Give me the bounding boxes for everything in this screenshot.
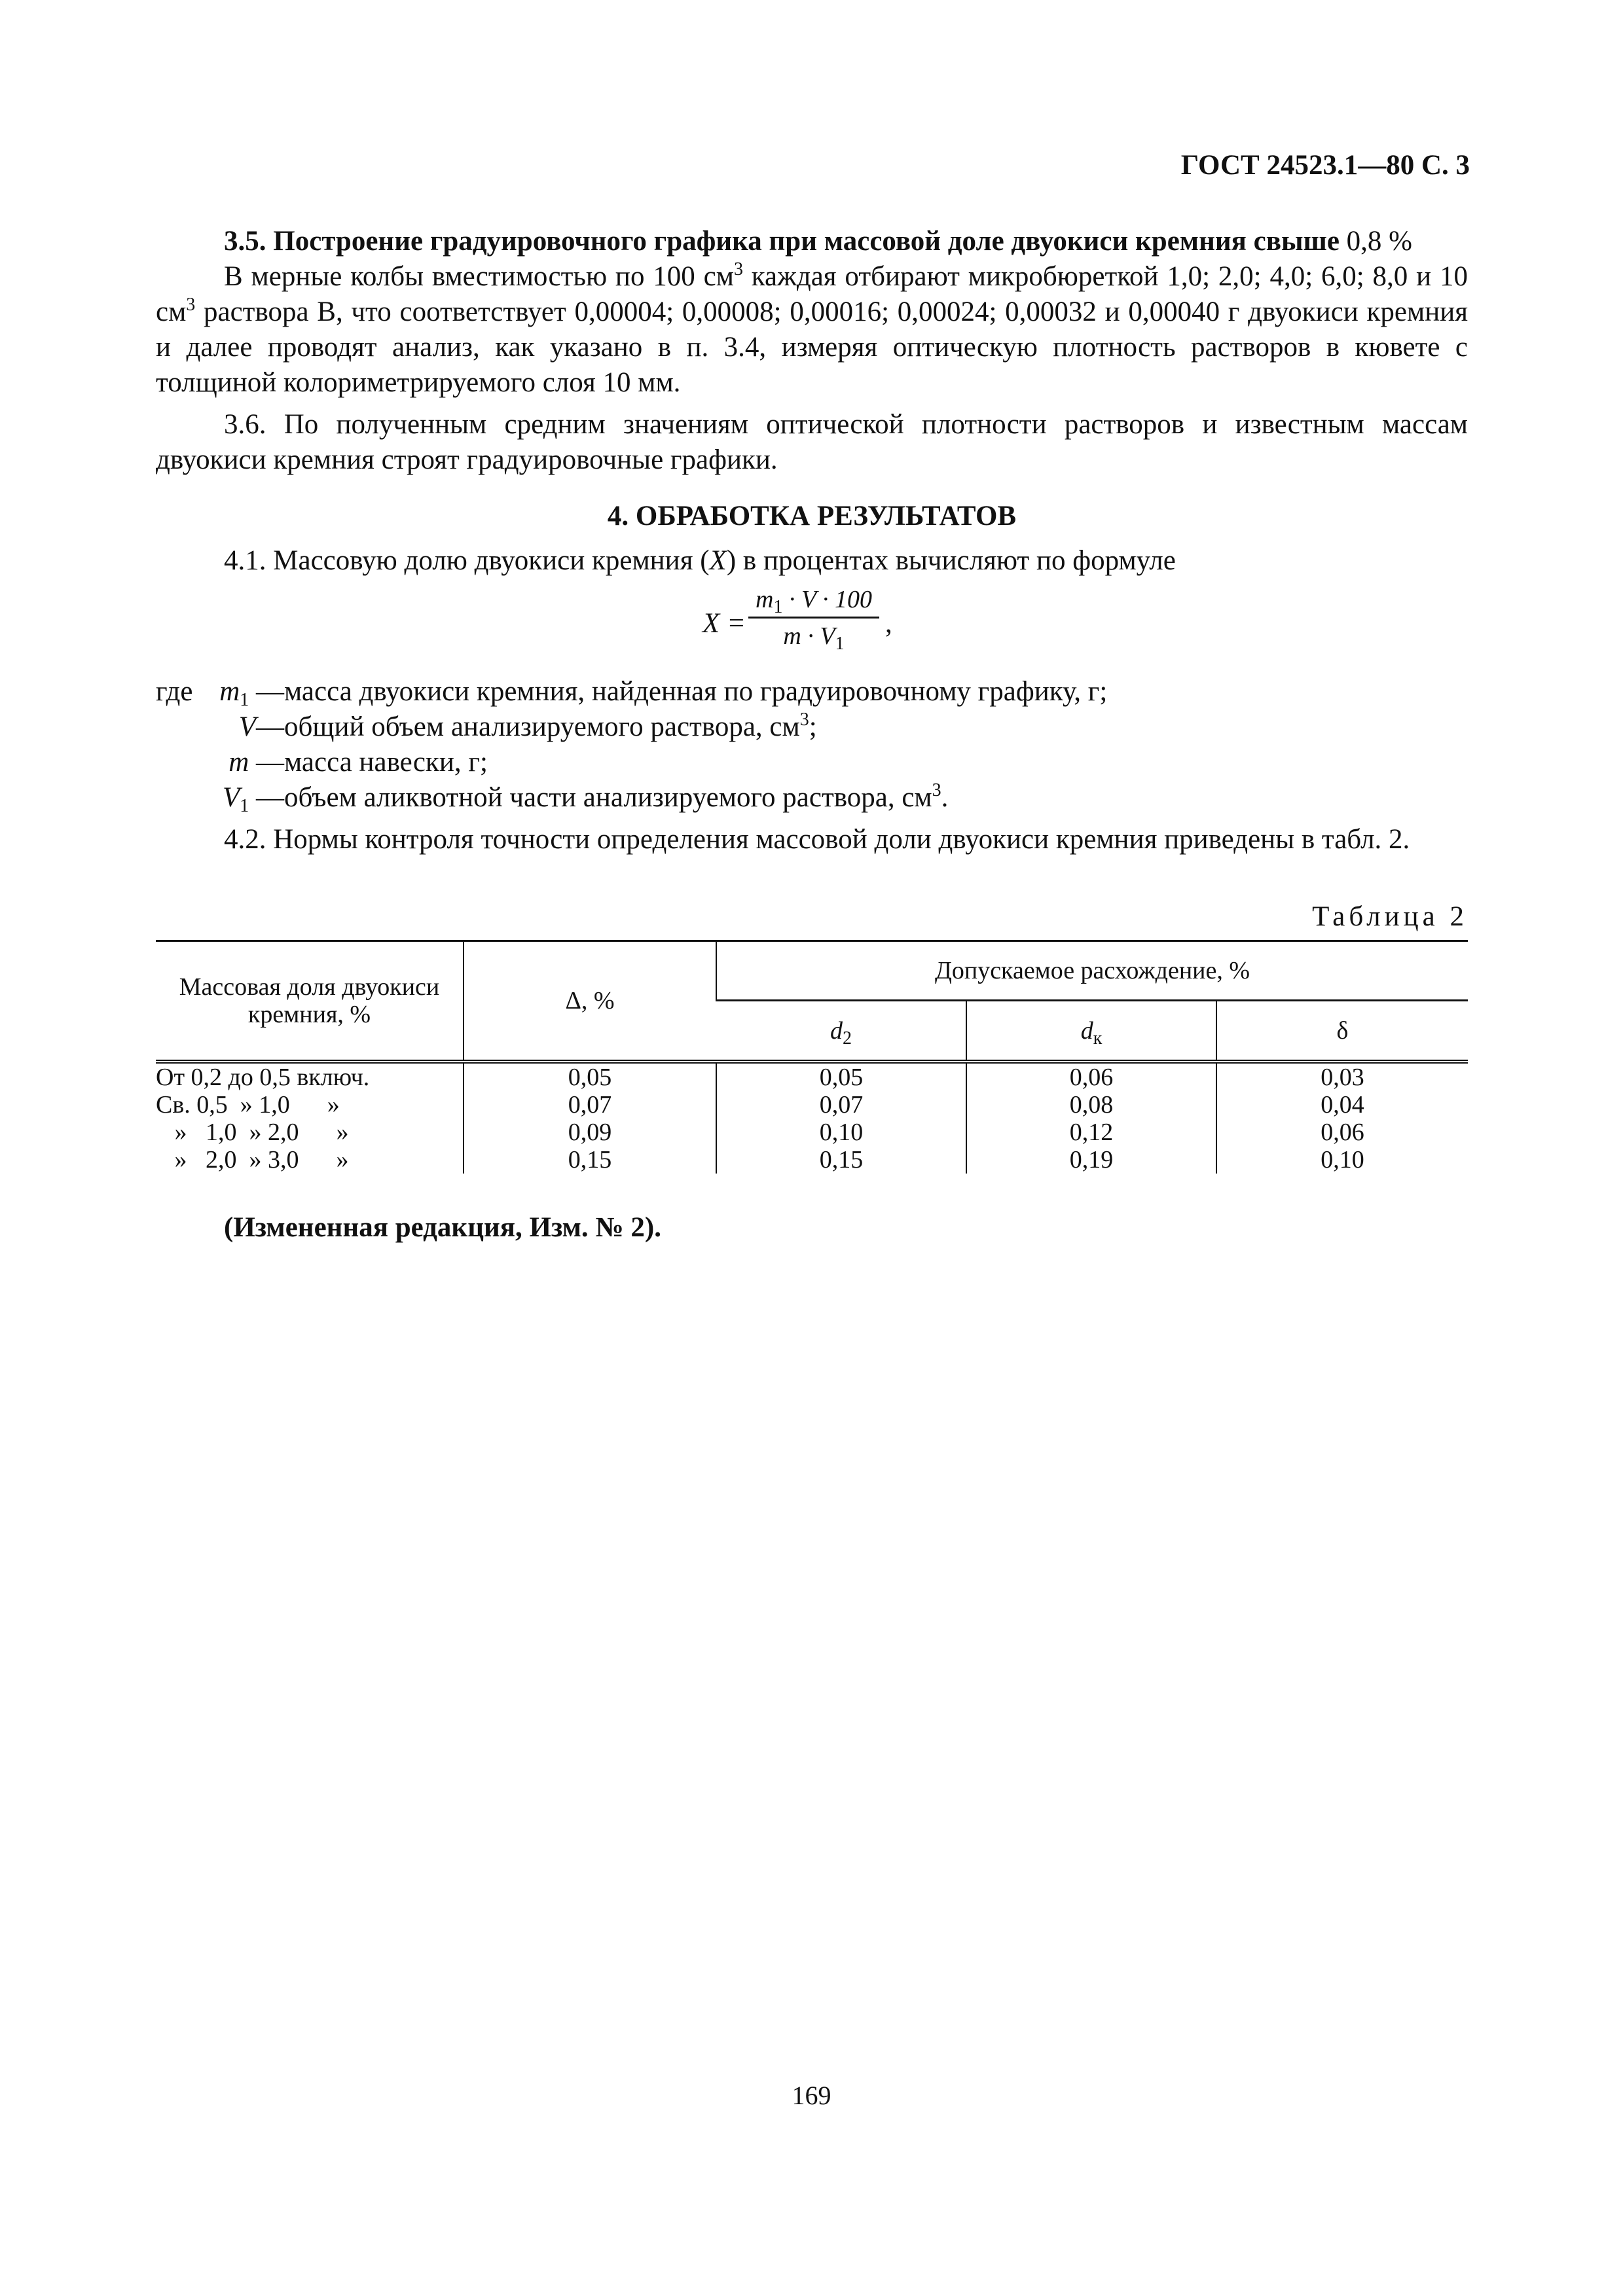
header-delta: Δ, %: [464, 941, 716, 1062]
definition-v: V— общий объем анализируемого раствора, $см^3$;: [238, 709, 817, 742]
section-3-6-text: 3.6. По полученным средним значениям оптической плотности растворов и известным массам двуокиси кремния строят градуировочные графики.: [156, 409, 1468, 475]
page-number: 169: [792, 2081, 831, 2110]
formula-numerator: $m_1 \cdot V \cdot 100$: [748, 583, 879, 619]
table-row: Св. 0,5 » 1,0 » 0,07 0,07 0,08 0,04: [156, 1091, 1468, 1119]
header-allowed-discrepancy: Допускаемое расхождение, %: [716, 941, 1468, 1001]
table-row: » 2,0 » 3,0 » 0,15 0,15 0,19 0,10: [156, 1146, 1468, 1174]
table-caption: Таблица 2: [1312, 901, 1468, 932]
revision-note: (Измененная редакция, Изм. № 2).: [224, 1212, 661, 1243]
formula-denominator: $m \cdot V_1$: [783, 622, 845, 654]
table-row: От 0,2 до 0,5 включ. 0,05 0,05 0,06 0,03: [156, 1062, 1468, 1091]
formula-mass-fraction: X = $\frac{m_1 \cdot V \cdot 100}{m \cdot V_1}$ ,: [156, 583, 1468, 665]
header-delta-small: δ: [1216, 1001, 1468, 1062]
header-dk: $d_к$: [966, 1001, 1216, 1062]
section-4-2-text: 4.2. Нормы контроля точности определения массовой доли двуокиси кремния приведены в табл. 2.: [224, 824, 1410, 855]
formula-lhs: X =: [702, 608, 746, 639]
table-accuracy-norms: [156, 940, 1468, 1174]
header-d2: $d_2$: [716, 1001, 966, 1062]
definition-m: m — масса навески, г;: [228, 747, 488, 778]
section-3-5-title: [156, 224, 1468, 259]
table-row: » 1,0 » 2,0 » 0,09 0,10 0,12 0,06: [156, 1119, 1468, 1146]
section-3-5-title-value: 0,8 %: [1346, 226, 1412, 257]
section-3-5-title-text: 3.5. Построение градуировочного графика при массовой доле двуокиси кремния свыше: [224, 226, 1340, 257]
formula-fraction: [748, 583, 879, 654]
page-content: [156, 224, 1468, 1246]
section-4-1-text: 4.1. Массовую долю двуокиси кремния (X) в процентах вычисляют по формуле: [224, 545, 1176, 576]
variable-definitions: [156, 674, 1468, 822]
header-mass-fraction: Массовая доля двуокиси кремния, %: [156, 941, 464, 1062]
definition-m1: где $m_1$ — масса двуокиси кремния, найденная по градуировочному графику, г;: [156, 676, 1108, 710]
definition-v1: $V_1$ — объем аликвотной части анализируемого раствора, $см^3$.: [222, 780, 949, 816]
section-3-5-text: В мерные колбы вместимостью по 100 $см^3$ каждая отбирают микробюреткой 1,0; 2,0; 4,0; 6,0; 8,0 и 10 $см^3$ раствора В, что соответствует 0,00004; 0,00008; 0,00016; 0,00024; 0,00032 и 0,00040 г двуокиси кремния и далее проводят анализ, как указано в п. 3.4, измеряя оптическую плотность растворов в кювете с толщиной колориметрируемого слоя 10 мм.: [156, 259, 1468, 398]
section-4-heading: 4. ОБРАБОТКА РЕЗУЛЬТАТОВ: [607, 501, 1017, 531]
page-header: ГОСТ 24523.1—80 С. 3: [1180, 150, 1470, 181]
